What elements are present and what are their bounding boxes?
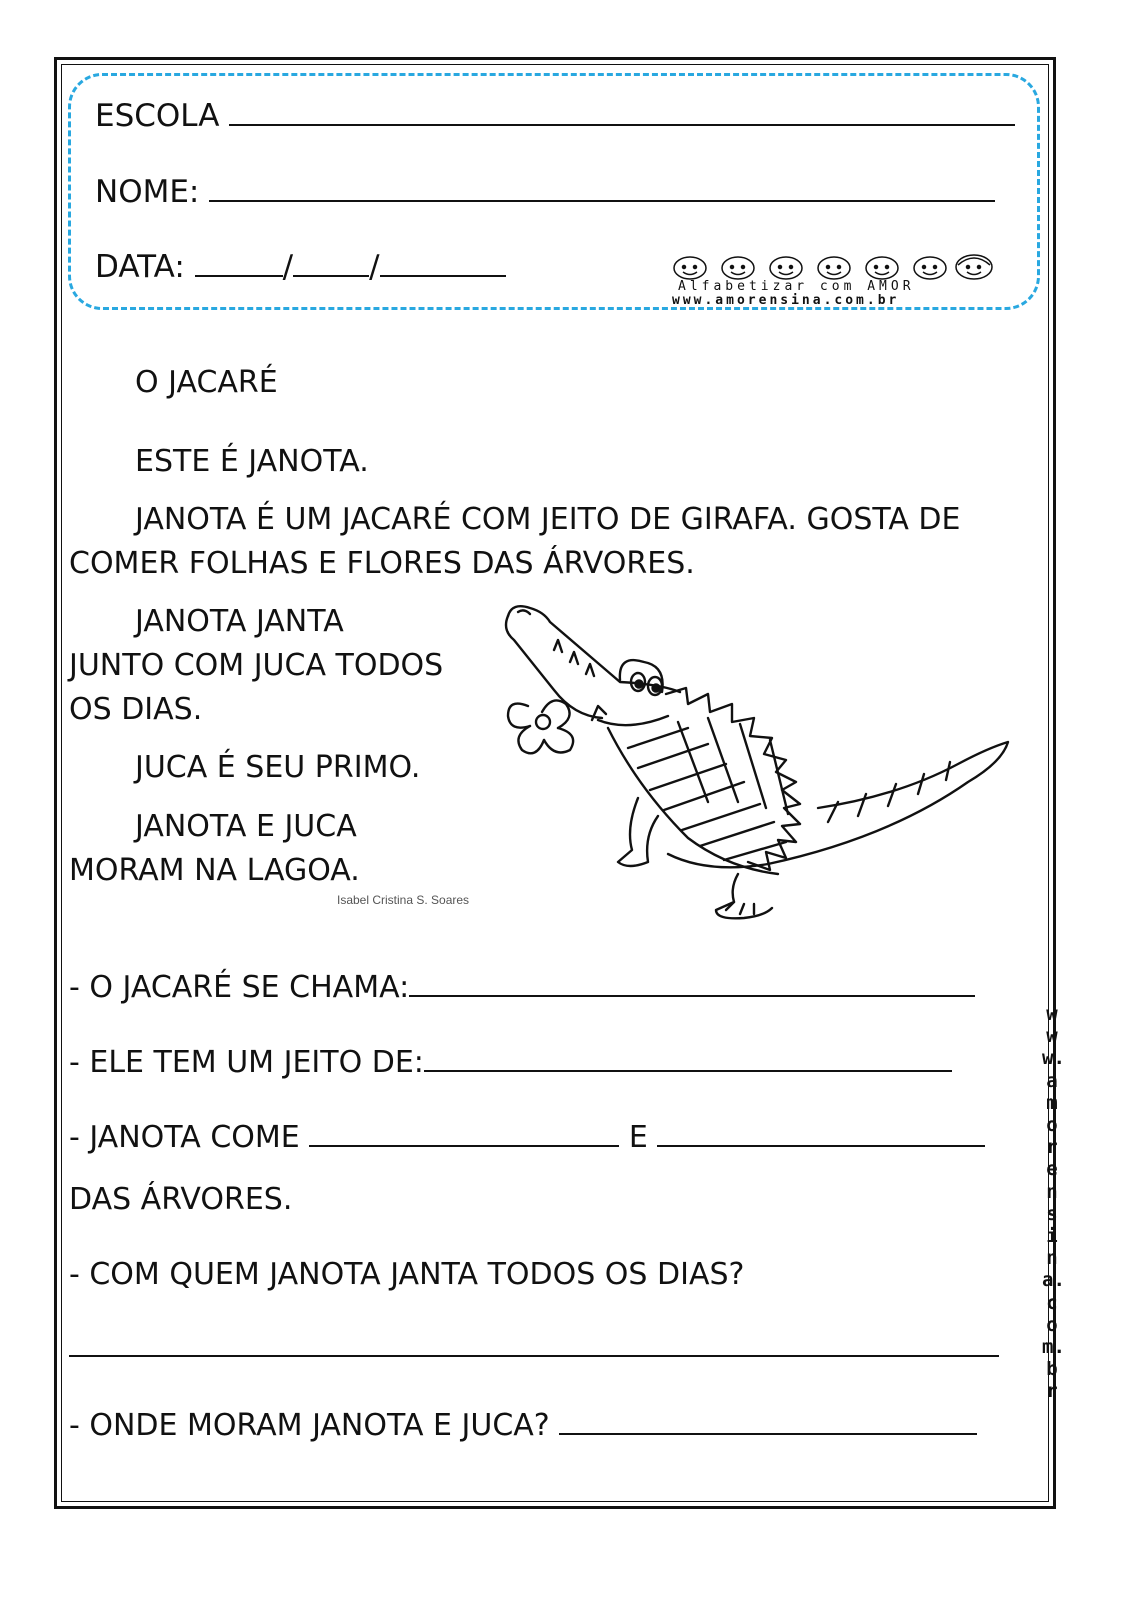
nome-line [95,172,995,211]
question-2 [69,1043,952,1083]
story-line: JANOTA E JUCA [135,809,357,844]
story-line: JANOTA É UM JACARÉ COM JEITO DE GIRAFA. GOSTA DE [135,502,961,537]
data-line [95,247,506,286]
date-separator-2: / [369,249,380,285]
answer-5-field[interactable] [559,1407,977,1435]
question-3-and: E [628,1120,648,1155]
answer-4-field[interactable] [69,1329,999,1357]
story-line: MORAM NA LAGOA. [69,853,360,888]
question-5-text: - ONDE MORAM JANOTA E JUCA? [69,1408,550,1443]
answer-3a-field[interactable] [309,1119,619,1147]
answer-1-field[interactable] [409,969,975,997]
nome-label: NOME: [95,174,200,210]
story-line: OS DIAS. [69,692,203,727]
story-line: JUNTO COM JUCA TODOS [69,648,444,683]
answer-2-field[interactable] [424,1044,952,1072]
day-field[interactable] [195,247,283,277]
side-watermark: www.amorensina.com.br [1042,1003,1065,1403]
logo-title: Alfabetizar com AMOR [678,279,915,294]
data-label: DATA: [95,249,185,285]
answer-4-line [69,1328,999,1368]
author-credit: Isabel Cristina S. Soares [337,893,470,907]
story-title: O JACARÉ [135,365,278,400]
escola-field[interactable] [229,96,1015,126]
story-line: ESTE É JANOTA. [135,444,369,479]
question-3-text: - JANOTA COME [69,1120,300,1155]
flower-icon [508,700,573,753]
question-1 [69,968,975,1008]
escola-line [95,96,1015,135]
story-line: JUCA É SEU PRIMO. [135,750,421,785]
story-line: COMER FOLHAS E FLORES DAS ÁRVORES. [69,546,695,581]
nome-field[interactable] [209,172,995,202]
question-3-end: DAS ÁRVORES. [69,1182,293,1217]
answer-3b-field[interactable] [657,1119,985,1147]
year-field[interactable] [380,247,506,277]
question-2-text: - ELE TEM UM JEITO DE: [69,1045,424,1080]
crocodile-illustration [488,598,1018,928]
story-line: JANOTA JANTA [135,604,344,639]
escola-label: ESCOLA [95,98,220,134]
question-5 [69,1406,977,1446]
logo [668,253,1003,311]
month-field[interactable] [293,247,369,277]
date-separator-1: / [282,249,294,285]
question-1-text: - O JACARÉ SE CHAMA: [69,970,410,1005]
question-4: - COM QUEM JANOTA JANTA TODOS OS DIAS? [69,1257,745,1292]
logo-url[interactable]: www.amorensina.com.br [672,293,900,308]
question-3 [69,1118,985,1158]
